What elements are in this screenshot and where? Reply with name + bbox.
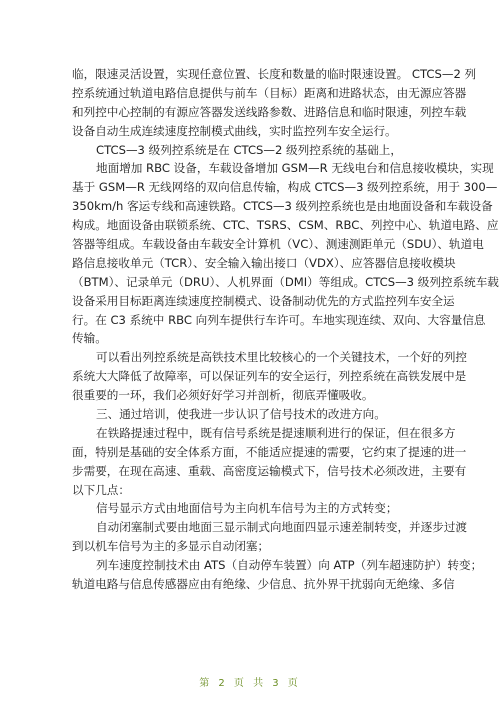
- text-line: （BTM）、记录单元（DRU）、人机界面（DMI）等组成。CTCS—3 级列控系统车载: [72, 274, 499, 289]
- text-line: 传输。: [72, 331, 107, 346]
- text-line: 面，特别是基础的安全体系方面，不能适应提速的需要，它约束了提速的进一: [72, 444, 467, 459]
- text-line: 信号显示方式由地面信号为主向机车信号为主的方式转变；: [96, 501, 398, 516]
- text-line: 可以看出列控系统是高铁技术里比较核心的一个关键技术，一个好的列控: [96, 350, 468, 365]
- text-line: 很重要的一环，我们必须好好学习并剖析，彻底弄懂吸收。: [72, 388, 374, 403]
- text-line: 步需要，在现在高速、重载、高密度运输模式下，信号技术必须改进，主要有: [72, 463, 467, 478]
- text-line: 列车速度控制技术由 ATS（自动停车装置）向 ATP（列车超速防护）转变；: [96, 558, 483, 573]
- text-line: 地面增加 RBC 设备，车载设备增加 GSM—R 无线电台和信息接收模块，实现: [96, 161, 494, 176]
- text-line: 路信息接收单元（TCR）、安全输入输出接口（VDX）、应答器信息接收模块: [72, 255, 456, 270]
- text-line: 轨道电路与信息传感器应由有绝缘、少信息、抗外界干扰弱向无绝缘、多信: [72, 577, 455, 592]
- text-line: 行。在 C3 系统中 RBC 向列车提供行车许可。车地实现连续、双向、大容量信息: [72, 312, 486, 327]
- text-line: 以下几点：: [72, 482, 130, 497]
- text-line: 在铁路提速过程中，既有信号系统是提速顺利进行的保证，但在很多方: [96, 425, 456, 440]
- text-line: CTCS—3 级列控系统是在 CTCS—2 级列控系统的基础上，: [96, 142, 402, 157]
- text-line: 答器等组成。车载设备由车载安全计算机（VC）、测速测距单元（SDU）、轨道电: [72, 237, 484, 252]
- text-line: 基于 GSM—R 无线网络的双向信息传输，构成 CTCS—3 级列控系统，用于 300—: [72, 180, 498, 195]
- page-number-footer: 第 2 页 共 3 页: [199, 678, 301, 689]
- text-line: 到以机车信号为主的多显示自动闭塞；: [72, 539, 270, 554]
- text-line: 系统大大降低了故障率，可以保证列车的安全运行，列控系统在高铁发展中是: [72, 369, 467, 384]
- text-line: 设备自动生成连续速度控制模式曲线，实时监控列车安全运行。: [72, 123, 397, 138]
- text-line: 设备采用目标距离连续速度控制模式、设备制动优先的方式监控列车安全运: [72, 293, 455, 308]
- section-heading: 三、通过培训，使我进一步认识了信号技术的改进方向。: [96, 407, 386, 422]
- text-line: 临，限速灵活设置，实现任意位置、长度和数量的临时限速设置。 CTCS—2 列: [72, 67, 477, 81]
- body-text: [72, 65, 499, 594]
- text-line: 构成。地面设备由联锁系统、CTC、TSRS、CSM、RBC、列控中心、轨道电路、应: [72, 218, 499, 233]
- text-line: 自动闭塞制式要由地面三显示制式向地面四显示速差制转变，并逐步过渡: [96, 520, 468, 535]
- text-line: 和列控中心控制的有源应答器发送线路参数、进路信息和临时限速，列控车载: [72, 104, 467, 119]
- text-line: 350km/h 客运专线和高速铁路。CTCS—3 级列控系统也是由地面设备和车载设备: [72, 199, 493, 214]
- text-line: 控系统通过轨道电路信息提供与前车（目标）距离和进路状态，由无源应答器: [72, 85, 467, 100]
